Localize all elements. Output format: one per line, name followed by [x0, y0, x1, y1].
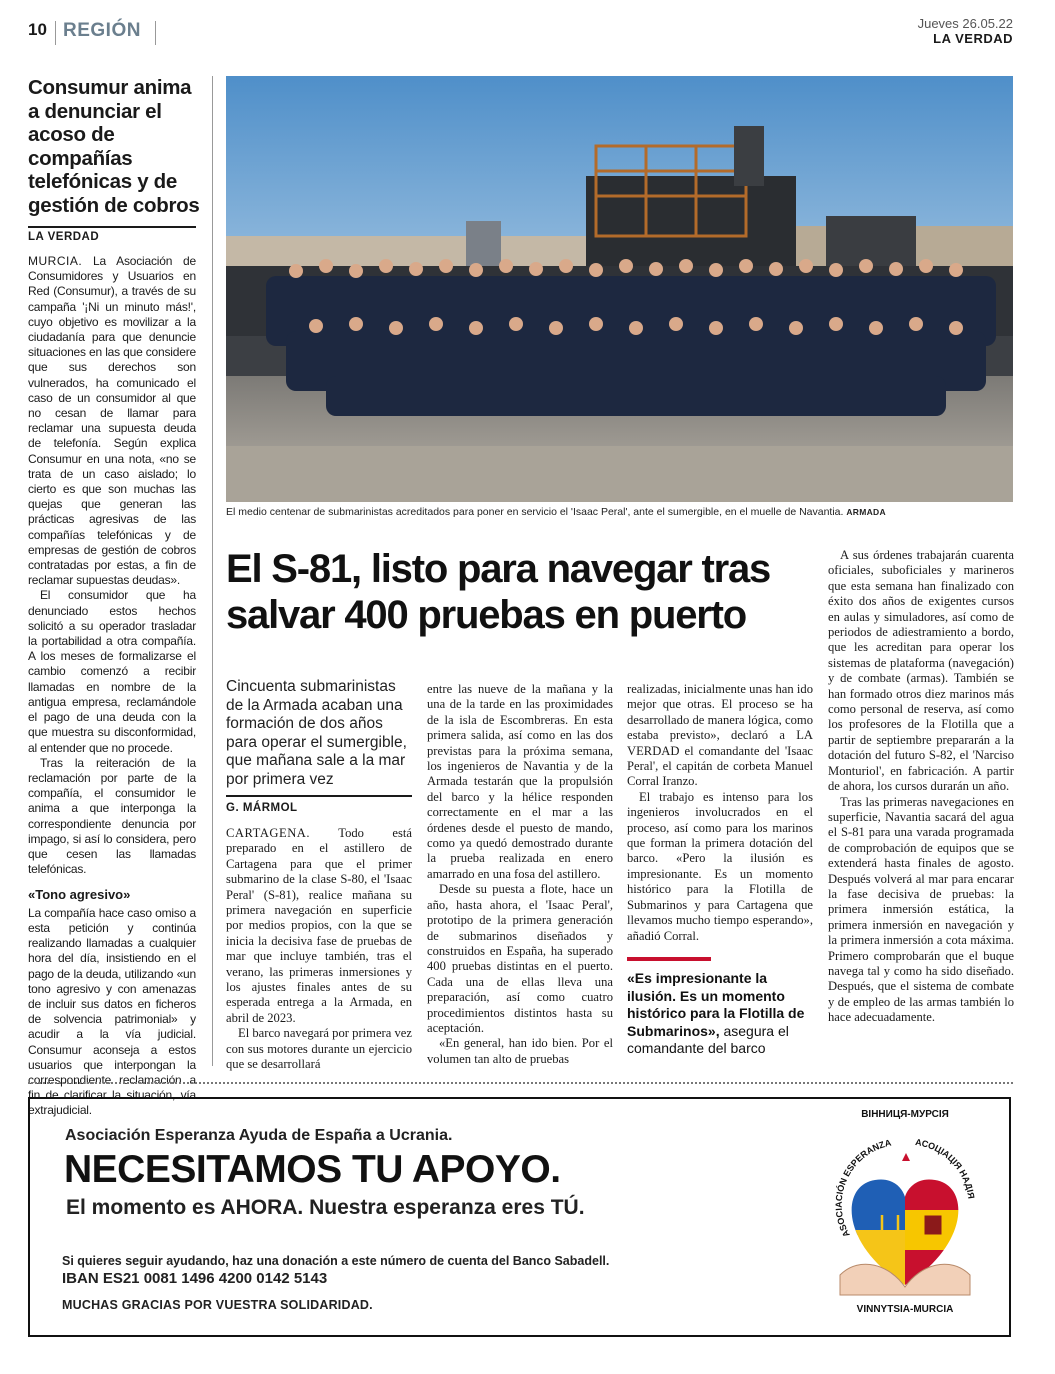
article-column-1	[226, 826, 412, 1073]
logo-right-arc: АСОЦІАЦІЯ НАДІЯ	[914, 1137, 977, 1200]
article-paragraph: A sus órdenes trabajarán cuarenta oficiales, suboficiales y marineros que esta semana han finalizado con éxito dos años de exigentes cursos en aulas y simuladores, así como de periodos de adiestramiento a bordo, que les acreditan para operar los sistemas de plataforma (navegación) y de combate (armas). También se han formado otros diez marinos más como personal de reserva, así como los profesores de la Flotilla que a partir de septiembre prepararán a la dotación del futuro S-82, el 'Narciso Monturiol', en fabricación. A partir de ahora, los cursos durarán un año.	[828, 548, 1014, 794]
sidebar-paragraph: Tras la reiteración de la reclamación por parte de la compañía, el consumidor le anima a que interponga la correspondiente denuncia por impago, si así lo considera, pero que cesen las llamadas telefónicas.	[28, 755, 196, 877]
header-separator	[155, 21, 156, 45]
header-separator	[55, 21, 56, 45]
sidebar-paragraph: MURCIA. La Asociación de Consumidores y Usuarios en Red (Consumur), a través de su campaña '¡Ni un minuto más!', cuyo objetivo es movilizar a la ciudadanía para que denuncie situaciones en las que considere que sus derechos son vulnerados, ha comunicado el caso de un consumidor al que no cesan de llamar para reclamar una supuesta deuda de telefonía. Según explica Consumur en una nota, «no se trata de un caso aislado; lo cierto es que son muchas las quejas que generan las prácticas agresivas de las compañías telefónicas y de empresas de gestión de cobros contratadas por estas, a fin de reclamar supuestas deudas».	[28, 254, 196, 588]
page-number: 10	[28, 20, 47, 39]
ad-donation-text: Si quieres seguir ayudando, haz una donación a este número de cuenta del Banco Sabadell.	[62, 1254, 610, 1268]
sidebar-paragraph: La compañía hace caso omiso a esta petición y continúa realizando llamadas a cualquier hora del día, insistiendo en el pago de la deuda, utilizando «un tono agresivo y con amenazas de incluir sus datos en ficheros de solvencia patrimonial» y acudir a la vía judicial. Consumur aconseja a estos usuarios que interpongan la correspondiente reclamación a fin de clarificar la situación, vía extrajudicial.	[28, 905, 196, 1118]
article-byline: G. MÁRMOL	[226, 802, 298, 814]
article-paragraph: realizadas, inicialmente unas han ido mejor que otras. El proceso se ha desarrollado de manera lógica, como estaba previsto», declaró a LA VERDAD el comandante del 'Isaac Peral', el capitán de corbeta Manuel Corral Iranzo.	[627, 682, 813, 789]
article-paragraph: «En general, han ido bien. Por el volumen tan alto de pruebas	[427, 1036, 613, 1066]
article-paragraph: entre las nueve de la mañana y la una de la tarde en las proximidades de la isla de Escombreras. En esta primera salida, así como en las dos previstas para la próxima semana, los ingenieros de Navantia y de la Armada testarán que la propulsión del barco y la hélice responden correctamente en el mar a las órdenes desde el puesto de mando, como ya quedó demostrado durante la prueba realizada en enero amarrado en una fosa del astillero.	[427, 682, 613, 881]
newspaper-name: LA VERDAD	[933, 31, 1013, 46]
byline-rule	[226, 795, 412, 797]
sidebar-headline: Consumur anima a denunciar el acoso de compañías telefónicas y de gestión de cobros	[28, 76, 200, 217]
article-column-3	[627, 682, 813, 944]
article-paragraph: El trabajo es intenso para los ingenieros involucrados en el proceso, así como para los marinos que forman la primera dotación del barco. «Pero la ilusión es impresionante. Es un momento histórico para la Flotilla de Submarinos y para Cartagena que llevamos mucho tiempo esperando», añadió Corral.	[627, 789, 813, 943]
quote-accent-rule	[627, 957, 711, 961]
article-column-2	[427, 682, 613, 1067]
column-rule	[212, 76, 213, 1066]
article-paragraph: CARTAGENA. Todo está preparado en el astillero de Cartagena para que el primer submarino de la clase S-80, el 'Isaac Peral' (S-81), realice mañana su primera navegación en superficie por medios propios, con la que se inicia la decisiva fase de pruebas de mar que incluye también, tras el verano, las primeras inmersiones y los ajustes finales antes de su esperada entrega a la Armada, en abril de 2023.	[226, 826, 412, 1025]
byline-rule	[28, 226, 196, 228]
lead-city: MURCIA.	[28, 254, 83, 268]
article-paragraph: Tras las primeras navegaciones en superficie, Navantia sacará del agua el S-81 para una varada programada de comprobación de equipos que se extenderá hasta finales de agosto. Después volverá al mar para encarar la fase decisiva de pruebas: la primera inmersión estática, la primera inmersión en navegación y la primera inmersión a cota máxima. Primero comprobarán que el buque navega tal y como ha sido diseñado. Después, que el sistema de combate y de empleo de las armas también lo hace adecuadamente.	[828, 794, 1014, 1025]
article-headline: El S-81, listo para navegar tras salvar 400 pruebas en puerto	[226, 547, 771, 637]
issue-date: Jueves 26.05.22	[917, 16, 1013, 31]
crew-photo	[226, 76, 1013, 502]
ad-headline: NECESITAMOS TU APOYO.	[64, 1148, 561, 1191]
ad-iban: IBAN ES21 0081 1496 4200 0142 5143	[62, 1270, 328, 1287]
lead-city: CARTAGENA.	[226, 826, 311, 840]
article-subtitle: Cincuenta submarinistas de la Armada acaban una formación de dos años para operar el sumergible, que mañana sale a la mar por primera vez	[226, 678, 407, 788]
logo-left-arc: ASOCIACIÓN ESPERANZA	[833, 1137, 893, 1239]
logo-bottom-text: VINNYTSIA-MURCIA	[856, 1304, 954, 1315]
sidebar-paragraph: El consumidor que ha denunciado estos hechos solicitó a su operador trasladar la portabilidad a otra compañía. A los meses de formalizarse el cambio comenzó a recibir llamadas en nombre de la antigua empresa, reclamándole el pago de una deuda con la que muestra su disconformidad, al entender que no procede.	[28, 588, 196, 755]
photo-credit: ARMADA	[846, 507, 886, 517]
photo-caption: El medio centenar de submarinistas acreditados para poner en servicio el 'Isaac Peral', ante el sumergible, en el muelle de Navantia. ARMADA	[226, 506, 886, 518]
article-column-4	[828, 548, 1014, 1026]
ad-organization: Asociación Esperanza Ayuda de España a Ucrania.	[65, 1127, 453, 1144]
heart-logo	[820, 1105, 990, 1325]
sidebar-byline: LA VERDAD	[28, 231, 100, 243]
logo-top-text: ВІННИЦЯ-МУРСІЯ	[861, 1109, 949, 1120]
pull-quote: «Es impresionante la ilusión. Es un momento histórico para la Flotilla de Submarinos», asegura el comandante del barco	[627, 970, 805, 1056]
ad-thanks: MUCHAS GRACIAS POR VUESTRA SOLIDARIDAD.	[62, 1298, 373, 1312]
section-title: REGIÓN	[63, 20, 141, 41]
ad-separator	[28, 1082, 1013, 1084]
article-paragraph: El barco navegará por primera vez con sus motores durante un ejercicio que se desarrollará	[226, 1026, 412, 1072]
sidebar-body	[28, 254, 196, 1119]
sidebar-subhead: «Tono agresivo»	[28, 887, 131, 903]
article-paragraph: Desde su puesta a flote, hace un año, hasta ahora, el 'Isaac Peral', prototipo de la primera generación de submarinos diseñados y construidos en España, ha superado 400 pruebas distintas en el puerto. Cada una de ellas lleva una preparación, así como cuatro procedimientos distintos hasta su aceptación.	[427, 882, 613, 1035]
ad-subline: El momento es AHORA. Nuestra esperanza eres TÚ.	[66, 1196, 585, 1219]
